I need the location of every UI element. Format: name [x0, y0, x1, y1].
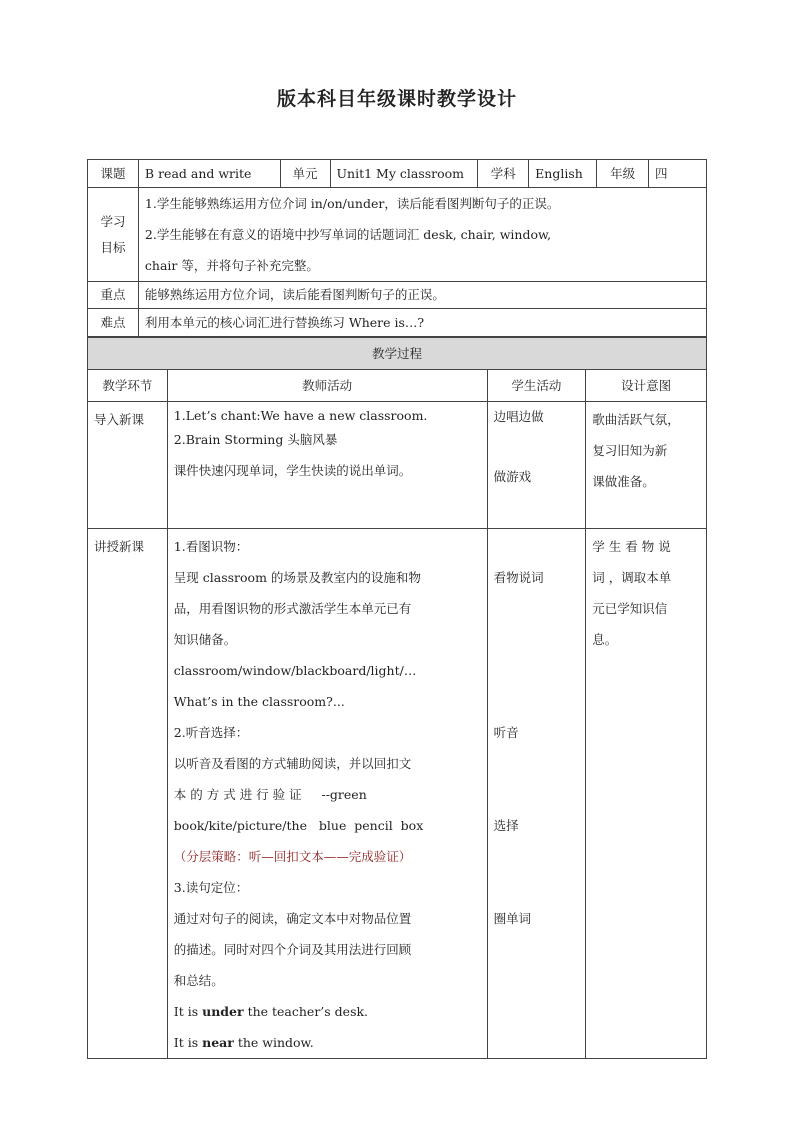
- teach-design-intent: 学 生 看 物 说 词 ，调取本单 元已学知识信 息。: [586, 529, 707, 1059]
- objective-2-cont: chair 等，并将句子补充完整。: [144, 258, 319, 273]
- objective-1: 1.学生能够熟练运用方位介词 in/on/under，读后能看图判断句子的正误。: [144, 196, 560, 211]
- grade-value: 四: [649, 160, 707, 188]
- column-stage: 教学环节: [88, 370, 168, 402]
- subject-value: English: [529, 160, 597, 188]
- teach-teacher-activity: 1.看图识物： 呈现 classroom 的场景及教室内的设施和物 品，用看图识物的形式激活学生本单元已有 知识储备。 classroom/window/blackboard/light/… What’s in the classroom?... 2.听音选择： 以听音及看图的方式辅助阅读，并以回扣文 本 的 方 式 进 行 验 证 --green book/kite/picture/the blue pencil box （分层策略：听—回扣文本——完成验证） 3.读句定位： 通过对句子的阅读，确定文本中对物品位置 的描述。同时对四个介词及其用法进行回顾 和总结。 It is under the teacher’s desk. It is near the window.: [167, 529, 487, 1059]
- lesson-info-table: [87, 159, 707, 337]
- objective-2: 2.学生能够在有意义的语境中抄写单词的话题词汇 desk, chair, window,: [144, 227, 552, 242]
- subject-label: 学科: [478, 160, 529, 188]
- difficulty-value: 利用本单元的核心词汇进行替换练习 Where is…?: [138, 309, 706, 337]
- teach-stage: 讲授新课: [88, 529, 168, 1059]
- intro-row: [88, 402, 707, 529]
- topic-label: 课题: [88, 160, 139, 188]
- topic-value: B read and write: [138, 160, 280, 188]
- objectives-label: 学习 目标: [88, 188, 139, 282]
- unit-value: Unit1 My classroom: [330, 160, 478, 188]
- objectives-row: [88, 188, 707, 282]
- objectives-text: [138, 188, 706, 282]
- teaching-process-table: [87, 337, 707, 1059]
- unit-label: 单元: [280, 160, 330, 188]
- process-header-row: [88, 338, 707, 370]
- teach-row: [88, 529, 707, 1059]
- column-teacher: 教师活动: [167, 370, 487, 402]
- intro-design-intent: 歌曲活跃气氛， 复习旧知为新 课做准备。: [586, 402, 707, 529]
- info-row: [88, 160, 707, 188]
- process-header: 教学过程: [88, 338, 707, 370]
- key-point-value: 能够熟练运用方位介词，读后能看图判断句子的正误。: [138, 282, 706, 309]
- intro-student-activity: 边唱边做 做游戏: [487, 402, 586, 529]
- column-intent: 设计意图: [586, 370, 707, 402]
- key-point-label: 重点: [88, 282, 139, 309]
- column-student: 学生活动: [487, 370, 586, 402]
- page-title: 版本科目年级课时教学设计: [276, 88, 517, 110]
- difficulty-row: [88, 309, 707, 337]
- example-sentence-1: It is under the teacher’s desk.: [173, 1004, 369, 1019]
- intro-teacher-activity: 1.Let’s chant:We have a new classroom. 2.Brain Storming 头脑风暴 课件快速闪现单词，学生快读的说出单词。: [167, 402, 487, 529]
- intro-stage: 导入新课: [88, 402, 168, 529]
- example-sentence-2: It is near the window.: [173, 1035, 314, 1050]
- process-columns-row: [88, 370, 707, 402]
- strategy-note: （分层策略：听—回扣文本——完成验证）: [173, 849, 412, 864]
- difficulty-label: 难点: [88, 309, 139, 337]
- key-point-row: [88, 282, 707, 309]
- teach-student-activity: 看物说词 听音 选择 圈单词: [487, 529, 586, 1059]
- grade-label: 年级: [597, 160, 649, 188]
